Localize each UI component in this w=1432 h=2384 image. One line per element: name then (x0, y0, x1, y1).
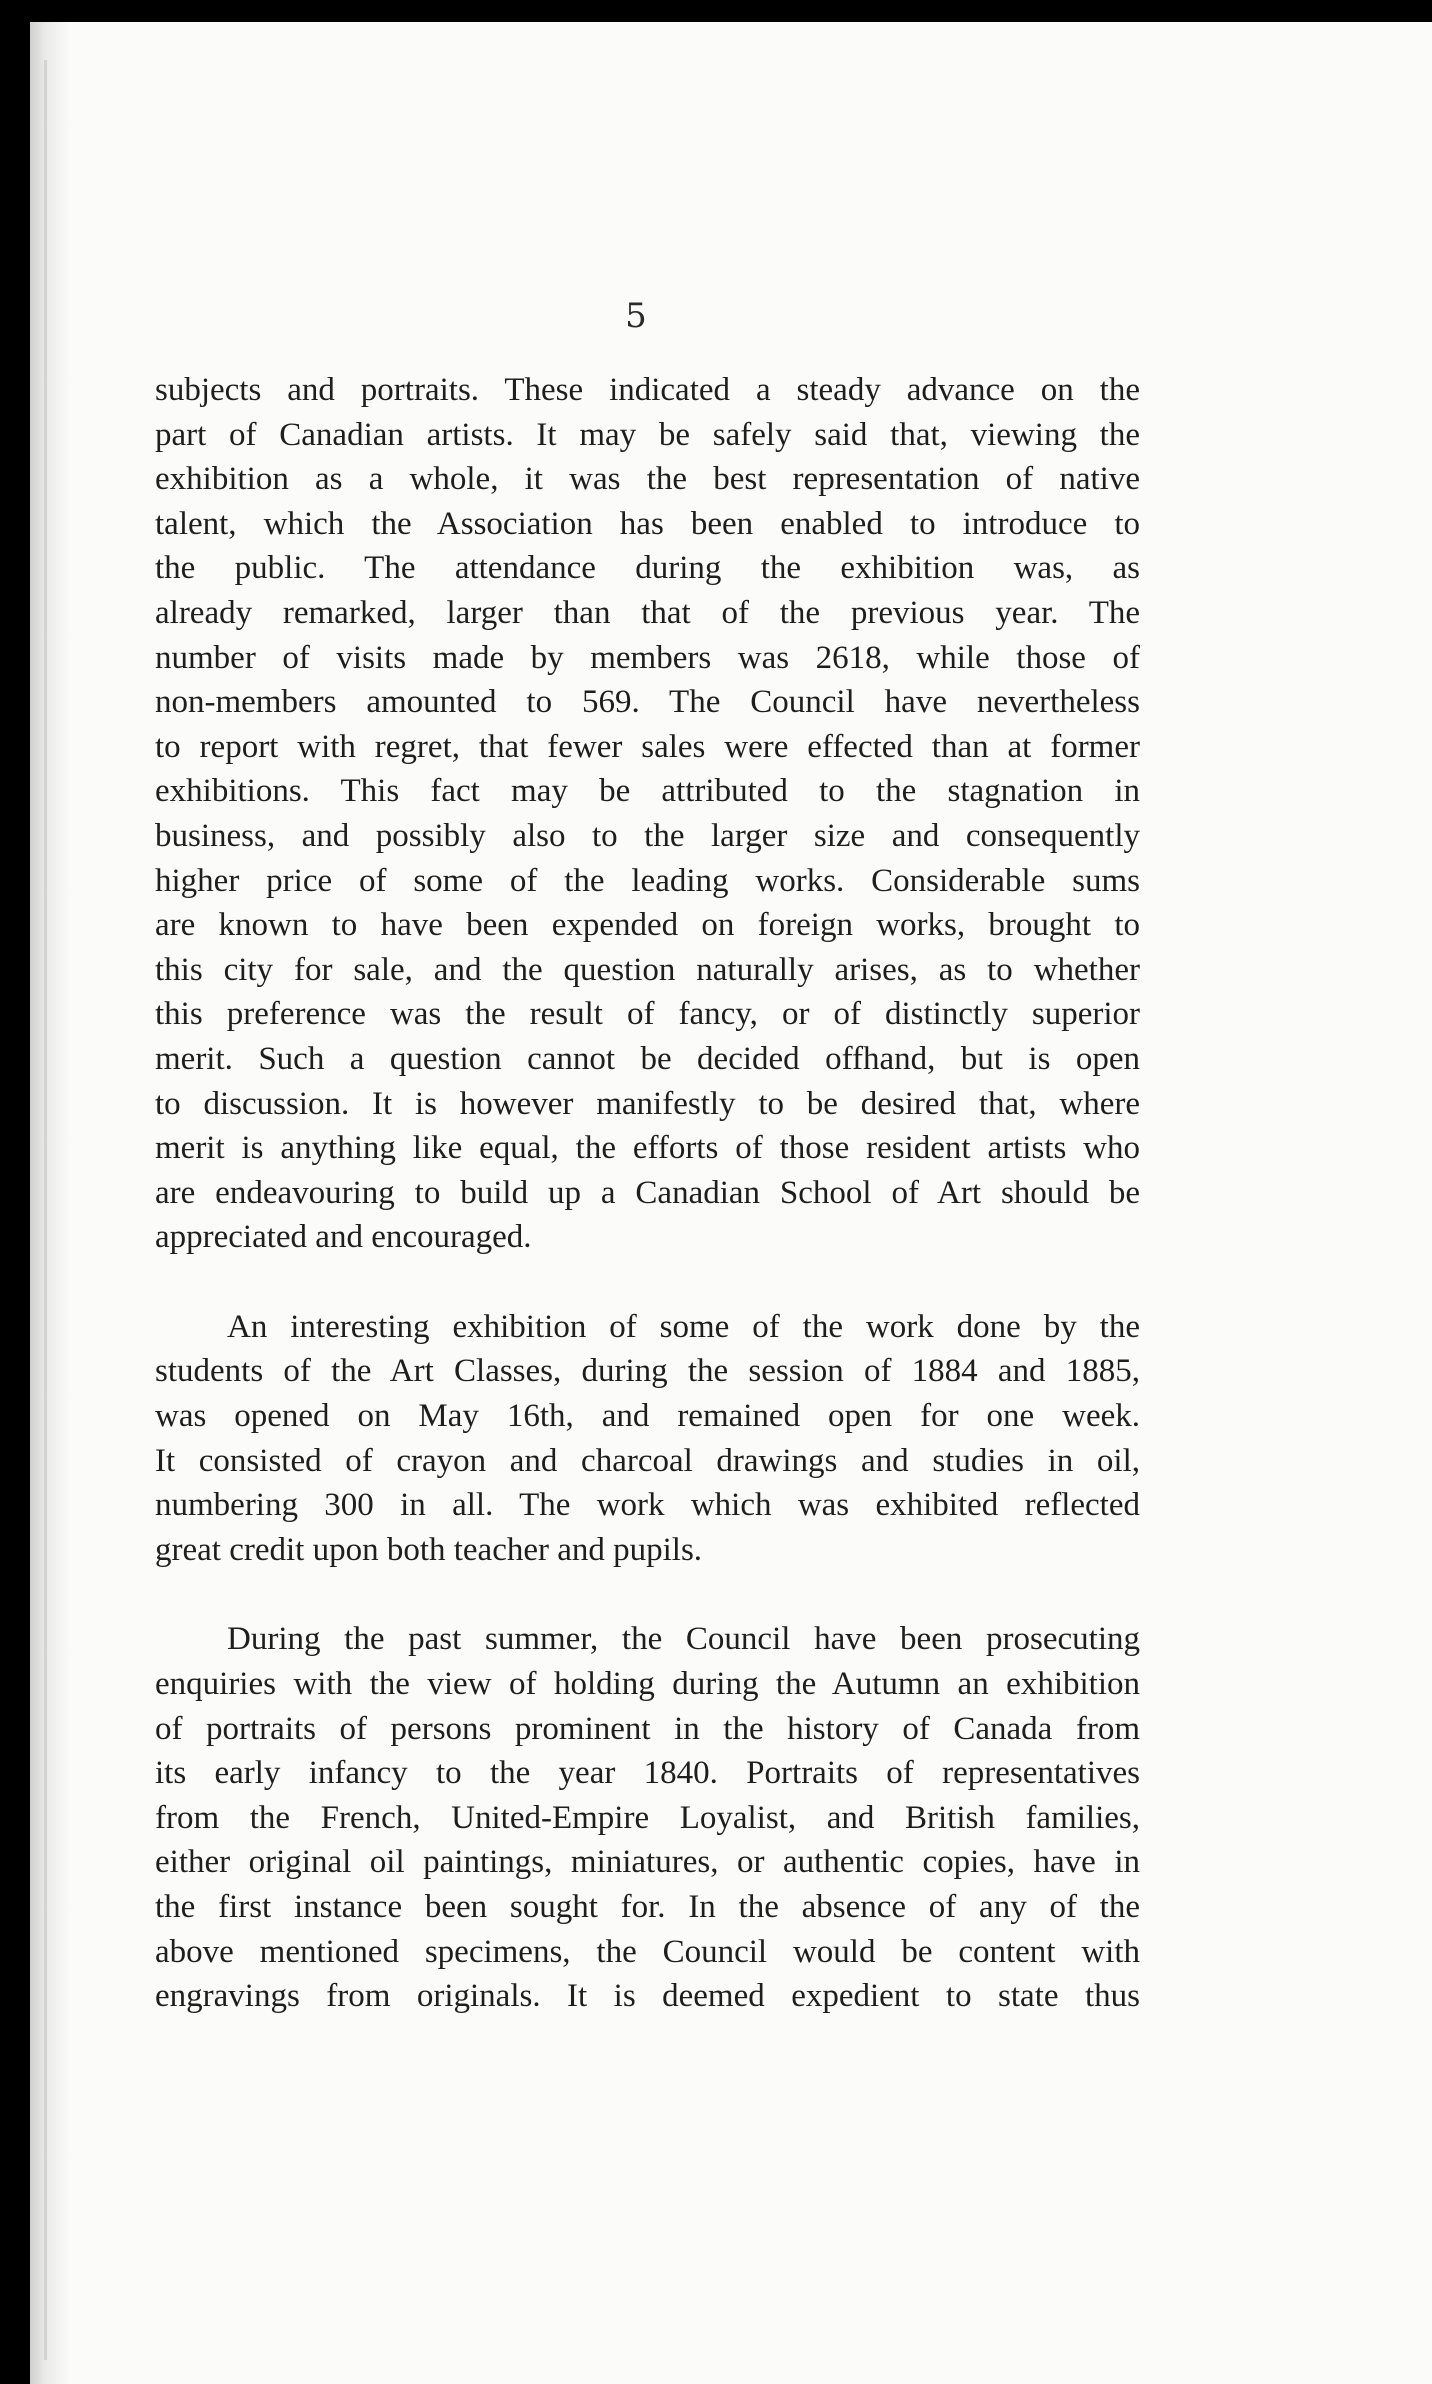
text-line: to discussion. It is however manifestly to be desired that, where (155, 1085, 1140, 1122)
text-line: either original oil paintings, miniatures, or authentic copies, have in (155, 1844, 1140, 1881)
text-line: An interesting exhibition of some of the work done by the (227, 1308, 1140, 1345)
text-line: its early infancy to the year 1840. Portraits of representatives (155, 1755, 1140, 1792)
text-line: exhibitions. This fact may be attributed to the stagnation in (155, 773, 1140, 810)
text-line: higher price of some of the leading works. Considerable sums (155, 862, 1140, 899)
text-line: already remarked, larger than that of the previous year. The (155, 594, 1140, 631)
text-line: business, and possibly also to the larger size and consequently (155, 817, 1140, 854)
text-line: numbering 300 in all. The work which was exhibited reflected (155, 1487, 1140, 1524)
text-line: number of visits made by members was 2618, while those of (155, 639, 1140, 676)
text-line: part of Canadian artists. It may be safely said that, viewing the (155, 416, 1140, 453)
paragraph-3 (155, 1617, 1140, 2018)
text-line: exhibition as a whole, it was the best representation of native (155, 461, 1140, 498)
paragraph-spacer (155, 1572, 1140, 1617)
text-line: was opened on May 16th, and remained open for one week. (155, 1398, 1140, 1435)
text-line: During the past summer, the Council have been prosecuting (227, 1621, 1140, 1658)
text-line: appreciated and encouraged. (155, 1219, 532, 1256)
text-line: above mentioned specimens, the Council would be content with (155, 1933, 1140, 1970)
gutter-shadow (30, 22, 70, 2384)
text-line: enquiries with the view of holding during the Autumn an exhibition (155, 1666, 1140, 1703)
text-line: are endeavouring to build up a Canadian School of Art should be (155, 1174, 1140, 1211)
text-line: this city for sale, and the question naturally arises, as to whether (155, 951, 1140, 988)
body-text (155, 368, 1140, 2019)
text-line: of portraits of persons prominent in the history of Canada from (155, 1710, 1140, 1747)
text-line: from the French, United-Empire Loyalist, and British families, (155, 1799, 1140, 1836)
paragraph-2 (155, 1305, 1140, 1573)
text-line: engravings from originals. It is deemed expedient to state thus (155, 1978, 1140, 2015)
text-line: great credit upon both teacher and pupils. (155, 1531, 703, 1568)
page-number: 5 (625, 296, 647, 336)
text-line: this preference was the result of fancy, or of distinctly superior (155, 996, 1140, 1033)
text-line: the public. The attendance during the exhibition was, as (155, 550, 1140, 587)
text-line: are known to have been expended on foreign works, brought to (155, 907, 1140, 944)
paragraph-1 (155, 368, 1140, 1260)
text-line: talent, which the Association has been enabled to introduce to (155, 505, 1140, 542)
text-line: merit. Such a question cannot be decided offhand, but is open (155, 1040, 1140, 1077)
text-line: non-members amounted to 569. The Council have nevertheless (155, 684, 1140, 721)
text-line: It consisted of crayon and charcoal drawings and studies in oil, (155, 1442, 1140, 1479)
text-line: subjects and portraits. These indicated a steady advance on the (155, 372, 1140, 408)
text-line: merit is anything like equal, the efforts of those resident artists who (155, 1130, 1140, 1167)
text-line: the first instance been sought for. In the absence of any of the (155, 1889, 1140, 1925)
text-line: to report with regret, that fewer sales were effected than at former (155, 728, 1140, 765)
gutter-line (44, 60, 47, 2360)
paragraph-spacer (155, 1260, 1140, 1305)
text-line: students of the Art Classes, during the session of 1884 and 1885, (155, 1353, 1140, 1390)
